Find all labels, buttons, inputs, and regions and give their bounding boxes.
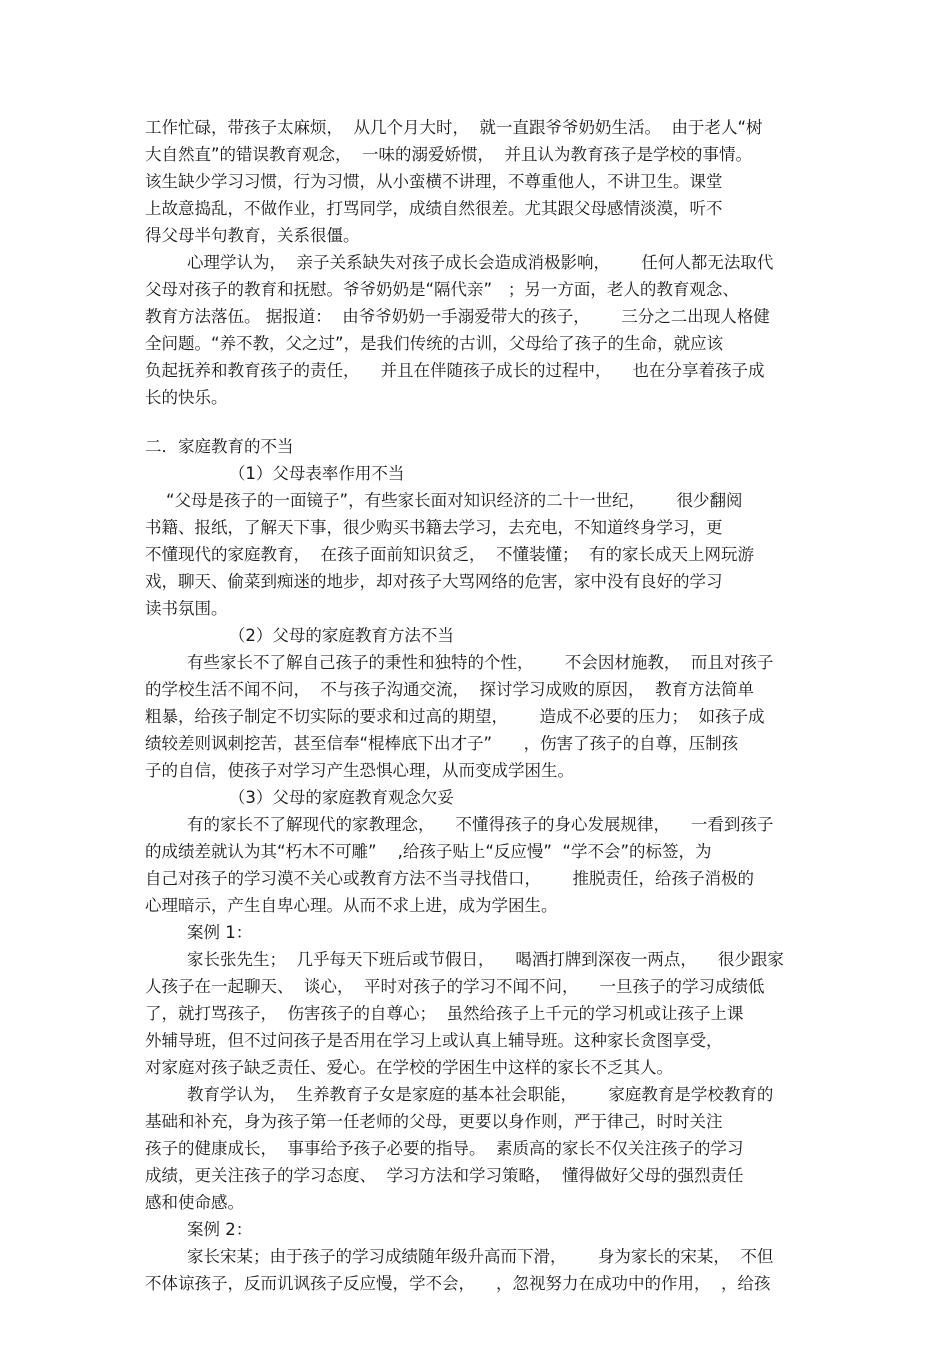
text-line: 粗暴，给孩子制定不切实际的要求和过高的期望， 造成不必要的压力； 如孩子成	[145, 707, 765, 726]
text-line: 教育方法落伍。 据报道： 由爷爷奶奶一手溺爱带大的孩子， 三分之二出现人格健	[145, 307, 770, 326]
text-line: 有些家长不了解自己孩子的秉性和独特的个性， 不会因材施教， 而且对孩子	[145, 653, 774, 672]
text-line: 不体谅孩子，反而讥讽孩子反应慢，学不会， ，忽视努力在成功中的作用， ，给孩	[145, 1274, 771, 1293]
text-line: 家长宋某；由于孩子的学习成绩随年级升高而下滑， 身为家长的宋某， 不但	[145, 1247, 774, 1266]
text-line: 大自然直”的错误教育观念， 一味的溺爱娇惯， 并且认为教育孩子是学校的事情。	[145, 145, 753, 164]
case-label: 案例 2：	[145, 1220, 253, 1239]
subsection-heading: （2）父母的家庭教育方法不当	[145, 626, 454, 645]
text-line: 基础和补充，身为孩子第一任老师的父母，更要以身作则，严于律己，时时关注	[145, 1112, 723, 1131]
text-line: 孩子的健康成长， 事事给予孩子必要的指导。 素质高的家长不仅关注孩子的学习	[145, 1139, 744, 1158]
text-line: 子的自信，使孩子对学习产生恐惧心理，从而变成学困生。	[145, 761, 574, 780]
text-line: 对家庭对孩子缺乏责任、爱心。在学校的学困生中这样的家长不乏其人。	[145, 1058, 673, 1077]
subsection-heading: （1）父母表率作用不当	[145, 464, 405, 483]
text-line: 得父母半句教育，关系很僵。	[145, 226, 360, 245]
text-line: 书籍、报纸，了解天下事，很少购买书籍去学习，去充电，不知道终身学习，更	[145, 518, 723, 537]
text-line: 全问题。“养不教，父之过”，是我们传统的古训，父母给了孩子的生命，就应该	[145, 334, 724, 353]
text-line: 教育学认为， 生养教育子女是家庭的基本社会职能， 家庭教育是学校教育的	[145, 1085, 774, 1104]
text-line: 工作忙碌，带孩子太麻烦， 从几个月大时， 就一直跟爷爷奶奶生活。 由于老人“树	[145, 118, 763, 137]
text-line: 该生缺少学习习惯，行为习惯，从小蛮横不讲理，不尊重他人，不讲卫生。课堂	[145, 172, 723, 191]
text-line: 自己对孩子的学习漠不关心或教育方法不当寻找借口， 推脱责任，给孩子消极的	[145, 869, 754, 888]
text-line: 感和使命感。	[145, 1193, 244, 1212]
text-line: 了，就打骂孩子， 伤害孩子的自尊心； 虽然给孩子上千元的学习机或让孩子上课	[145, 1004, 744, 1023]
text-line: 人孩子在一起聊天、 谈心， 平时对孩子的学习不闻不问， 一旦孩子的学习成绩低	[145, 977, 765, 996]
text-line: 成绩，更关注孩子的学习态度、 学习方法和学习策略， 懂得做好父母的强烈责任	[145, 1166, 744, 1185]
text-line: 负起抚养和教育孩子的责任， 并且在伴随孩子成长的过程中， 也在分享着孩子成	[145, 361, 765, 380]
text-line: 的学校生活不闻不问， 不与孩子沟通交流， 探讨学习成败的原因， 教育方法简单	[145, 680, 754, 699]
text-line: 上故意捣乱，不做作业，打骂同学，成绩自然很差。尤其跟父母感情淡漠，听不	[145, 199, 723, 218]
section-heading: 二．家庭教育的不当	[145, 437, 294, 456]
text-line: 戏，聊天、偷菜到痴迷的地步，却对孩子大骂网络的危害，家中没有良好的学习	[145, 572, 723, 591]
text-line: 心理暗示，产生自卑心理。从而不求上进，成为学困生。	[145, 896, 558, 915]
text-line: 读书氛围。	[145, 599, 228, 618]
subsection-heading: （3）父母的家庭教育观念欠妥	[145, 788, 454, 807]
text-line: 外辅导班，但不过问孩子是否用在学习上或认真上辅导班。这种家长贪图享受，	[145, 1031, 723, 1050]
text-line: “父母是孩子的一面镜子”，有些家长面对知识经济的二十一世纪， 很少翻阅	[145, 491, 743, 510]
text-line: 的成绩差就认为其“朽木不可雕” ,给孩子贴上“反应慢” “学不会”的标签，为	[145, 842, 712, 861]
text-line: 绩较差则讽刺挖苦，甚至信奉“棍棒底下出才子” ，伤害了孩子的自尊，压制孩	[145, 734, 739, 753]
text-line: 父母对孩子的教育和抚慰。爷爷奶奶是“隔代亲” ；另一方面，老人的教育观念、	[145, 280, 739, 299]
text-line: 有的家长不了解现代的家教理念， 不懂得孩子的身心发展规律， 一看到孩子	[145, 815, 774, 834]
text-line: 长的快乐。	[145, 388, 228, 407]
text-line: 不懂现代的家庭教育， 在孩子面前知识贫乏， 不懂装懂； 有的家长成天上网玩游	[145, 545, 754, 564]
text-line: 家长张先生； 几乎每天下班后或节假日， 喝酒打牌到深夜一两点， 很少跟家	[145, 950, 784, 969]
text-line: 心理学认为， 亲子关系缺失对孩子成长会造成消极影响， 任何人都无法取代	[145, 253, 774, 272]
case-label: 案例 1：	[145, 923, 253, 942]
